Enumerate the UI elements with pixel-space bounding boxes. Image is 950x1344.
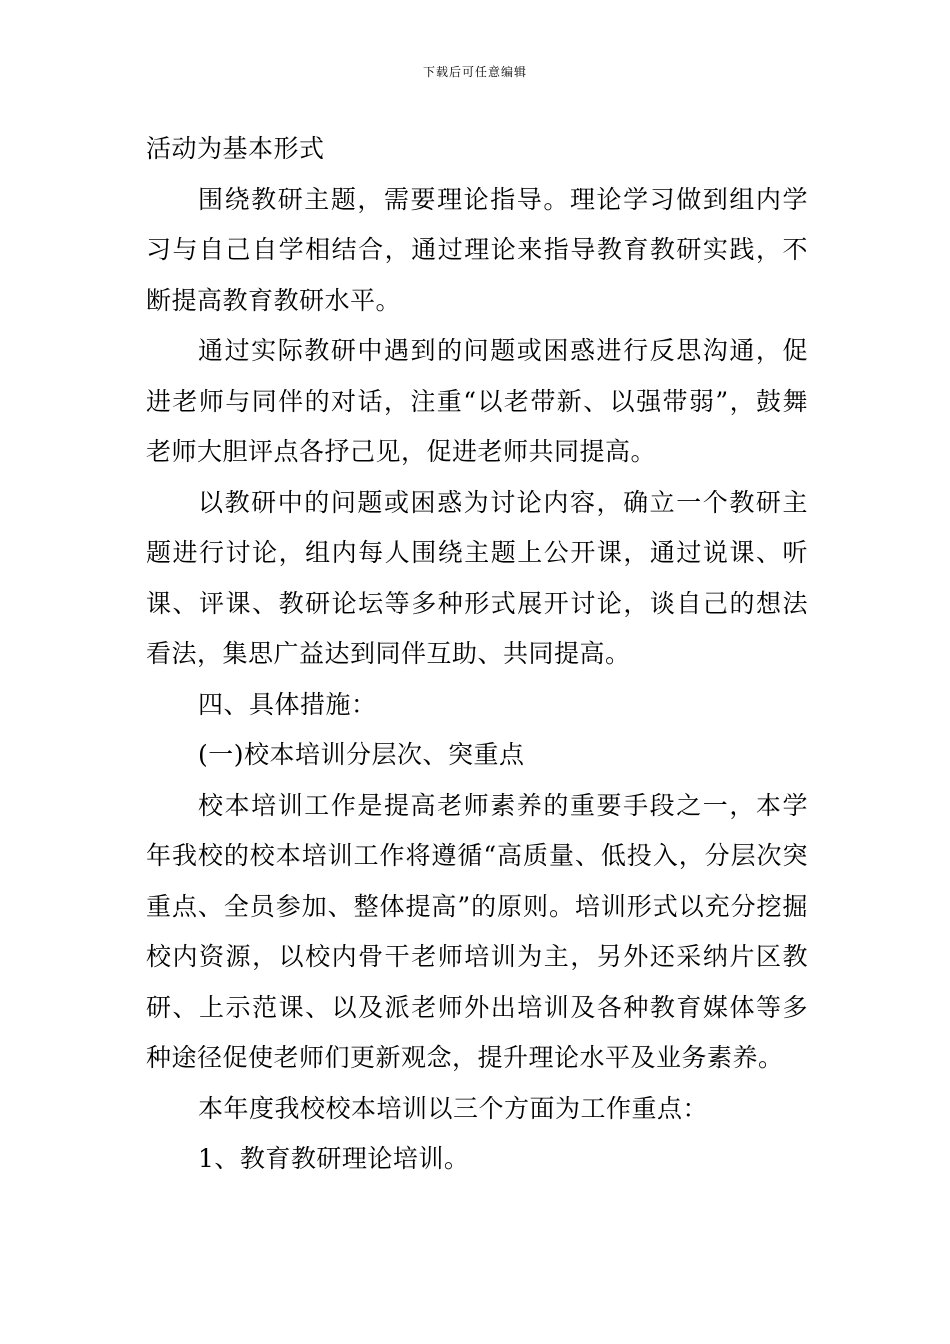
section-heading-measures: 四、具体措施：: [198, 689, 377, 719]
paragraph-3: 通过实际教研中遇到的问题或困惑进行反思沟通，促进老师与同伴的对话，注重“以老带新、以强带弱”，鼓舞老师大胆评点各抒己见，促进老师共同提高。: [146, 336, 808, 466]
paragraph-2: 围绕教研主题，需要理论指导。理论学习做到组内学习与自己自学相结合，通过理论来指导教育教研实践，不断提高教育教研水平。: [146, 184, 808, 315]
paragraph-4: 以教研中的问题或困惑为讨论内容，确立一个教研主题进行讨论，组内每人围绕主题上公开课，通过说课、听课、评课、教研论坛等多种形式展开讨论，谈自己的想法看法，集思广益达到同伴互助、共同提高。: [146, 487, 808, 668]
paragraph-1: 活动为基本形式: [146, 134, 325, 163]
paragraph-7: 校本培训工作是提高老师素养的重要手段之一，本学年我校的校本培训工作将遵循“高质量、低投入，分层次突重点、全员参加、整体提高”的原则。培训形式以充分挖掘校内资源，以校内骨干老师培训为主，另外还采纳片区教研、上示范课、以及派老师外出培训及各种教育媒体等多种途径促使老师们更新观念，提升理论水平及业务素养。: [146, 790, 808, 1072]
document-body: [146, 124, 808, 1185]
paragraph-8: 本年度我校校本培训以三个方面为工作重点：: [198, 1093, 709, 1123]
subsection-heading-training: (一)校本培训分层次、突重点: [198, 740, 525, 769]
list-item-1: 1、教育教研理论培训。: [198, 1144, 470, 1173]
page-header: 下载后可任意编辑: [422, 65, 527, 79]
